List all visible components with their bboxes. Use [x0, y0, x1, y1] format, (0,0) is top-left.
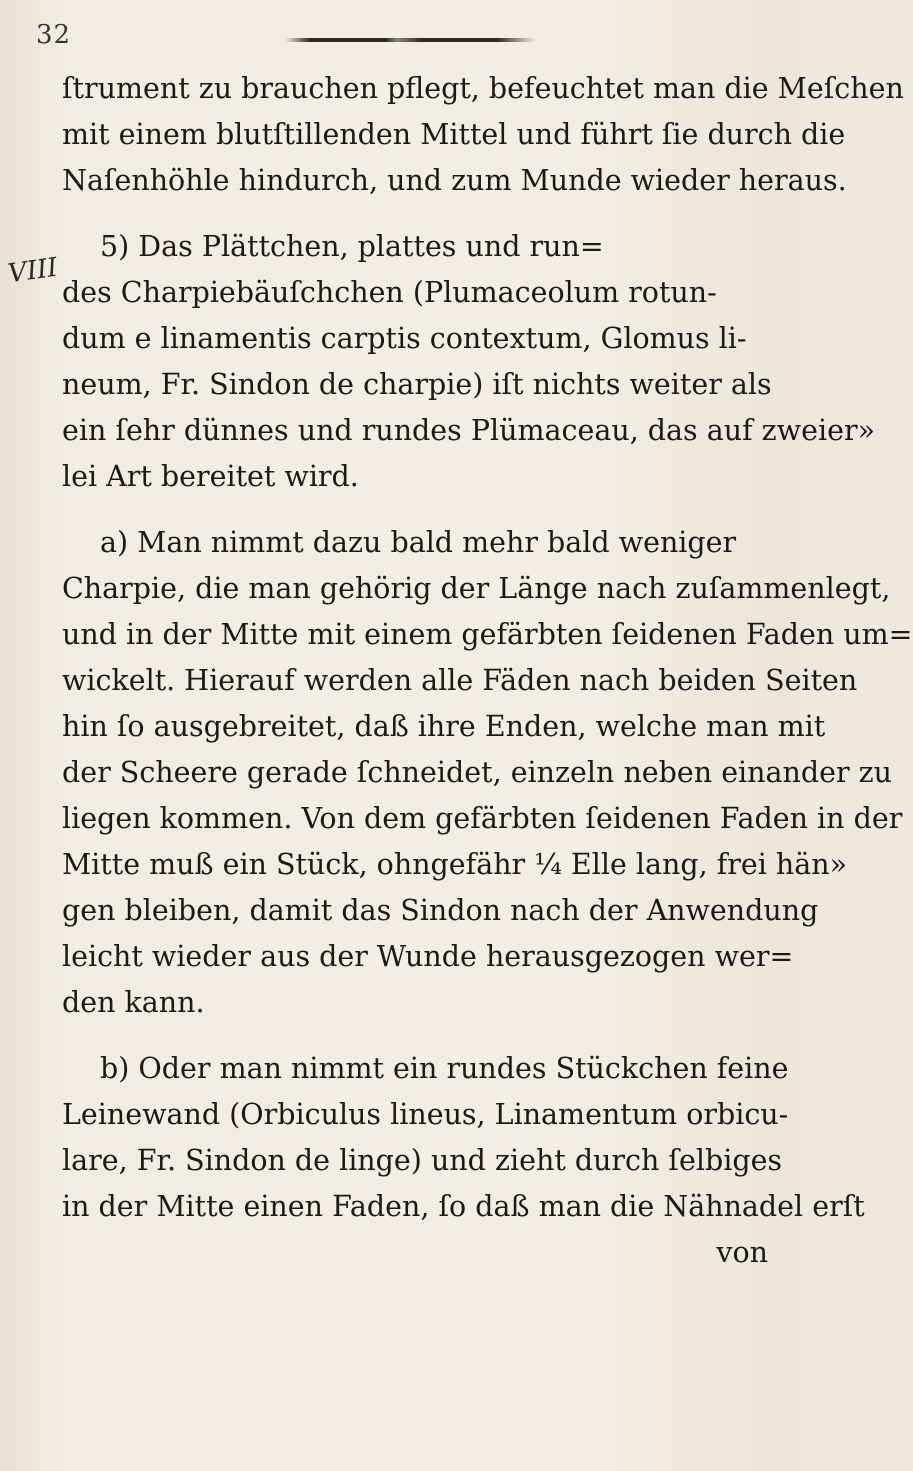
page-number: 32 — [36, 20, 72, 50]
section-heading-line: 5) Das Plättchen, plattes und run= — [100, 230, 604, 263]
text-line: Mitte muß ein Stück, ohngefähr ¼ Elle lang, frei hän» — [62, 848, 848, 881]
paragraph-a-start: a) Man nimmt dazu bald mehr bald weniger — [100, 526, 737, 559]
body-text — [62, 66, 913, 1276]
text-line: des Charpiebäuſchchen (Plumaceolum rotun- — [62, 276, 717, 309]
text-line: neum, Fr. Sindon de charpie) iſt nichts weiter als — [62, 368, 772, 401]
text-line: mit einem blutſtillenden Mittel und führt ſie durch die — [62, 118, 846, 151]
text-line: hin ſo ausgebreitet, daß ihre Enden, welche man mit — [62, 710, 826, 743]
text-line: lare, Fr. Sindon de linge) und zieht durch ſelbiges — [62, 1144, 783, 1177]
text-line: ein ſehr dünnes und rundes Plümaceau, das auf zweier» — [62, 414, 876, 447]
text-line: ſtrument zu brauchen pflegt, befeuchtet man die Meſchen — [62, 72, 904, 105]
text-line: Charpie, die man gehörig der Länge nach zuſammenlegt, — [62, 572, 891, 605]
text-line: liegen kommen. Von dem gefärbten ſeidenen Faden in der — [62, 802, 903, 835]
catchword: von — [716, 1236, 768, 1269]
text-line: und in der Mitte mit einem gefärbten ſeidenen Faden um= — [62, 618, 913, 651]
text-line: Leinewand (Orbiculus lineus, Linamentum orbicu- — [62, 1098, 789, 1131]
header-rule — [285, 38, 535, 42]
paragraph-b-start: b) Oder man nimmt ein rundes Stückchen feine — [100, 1052, 789, 1085]
text-line: der Scheere gerade ſchneidet, einzeln neben einander zu — [62, 756, 893, 789]
margin-note: VIII — [6, 252, 60, 290]
text-line: wickelt. Hierauf werden alle Fäden nach beiden Seiten — [62, 664, 858, 697]
text-line: Naſenhöhle hindurch, und zum Munde wieder heraus. — [62, 164, 847, 197]
text-line: den kann. — [62, 986, 205, 1019]
text-line: dum e linamentis carptis contextum, Glomus li- — [62, 322, 747, 355]
text-line: gen bleiben, damit das Sindon nach der Anwendung — [62, 894, 819, 927]
text-line: lei Art bereitet wird. — [62, 460, 359, 493]
text-line: leicht wieder aus der Wunde herausgezogen wer= — [62, 940, 794, 973]
text-line: in der Mitte einen Faden, ſo daß man die Nähnadel erſt — [62, 1190, 865, 1223]
